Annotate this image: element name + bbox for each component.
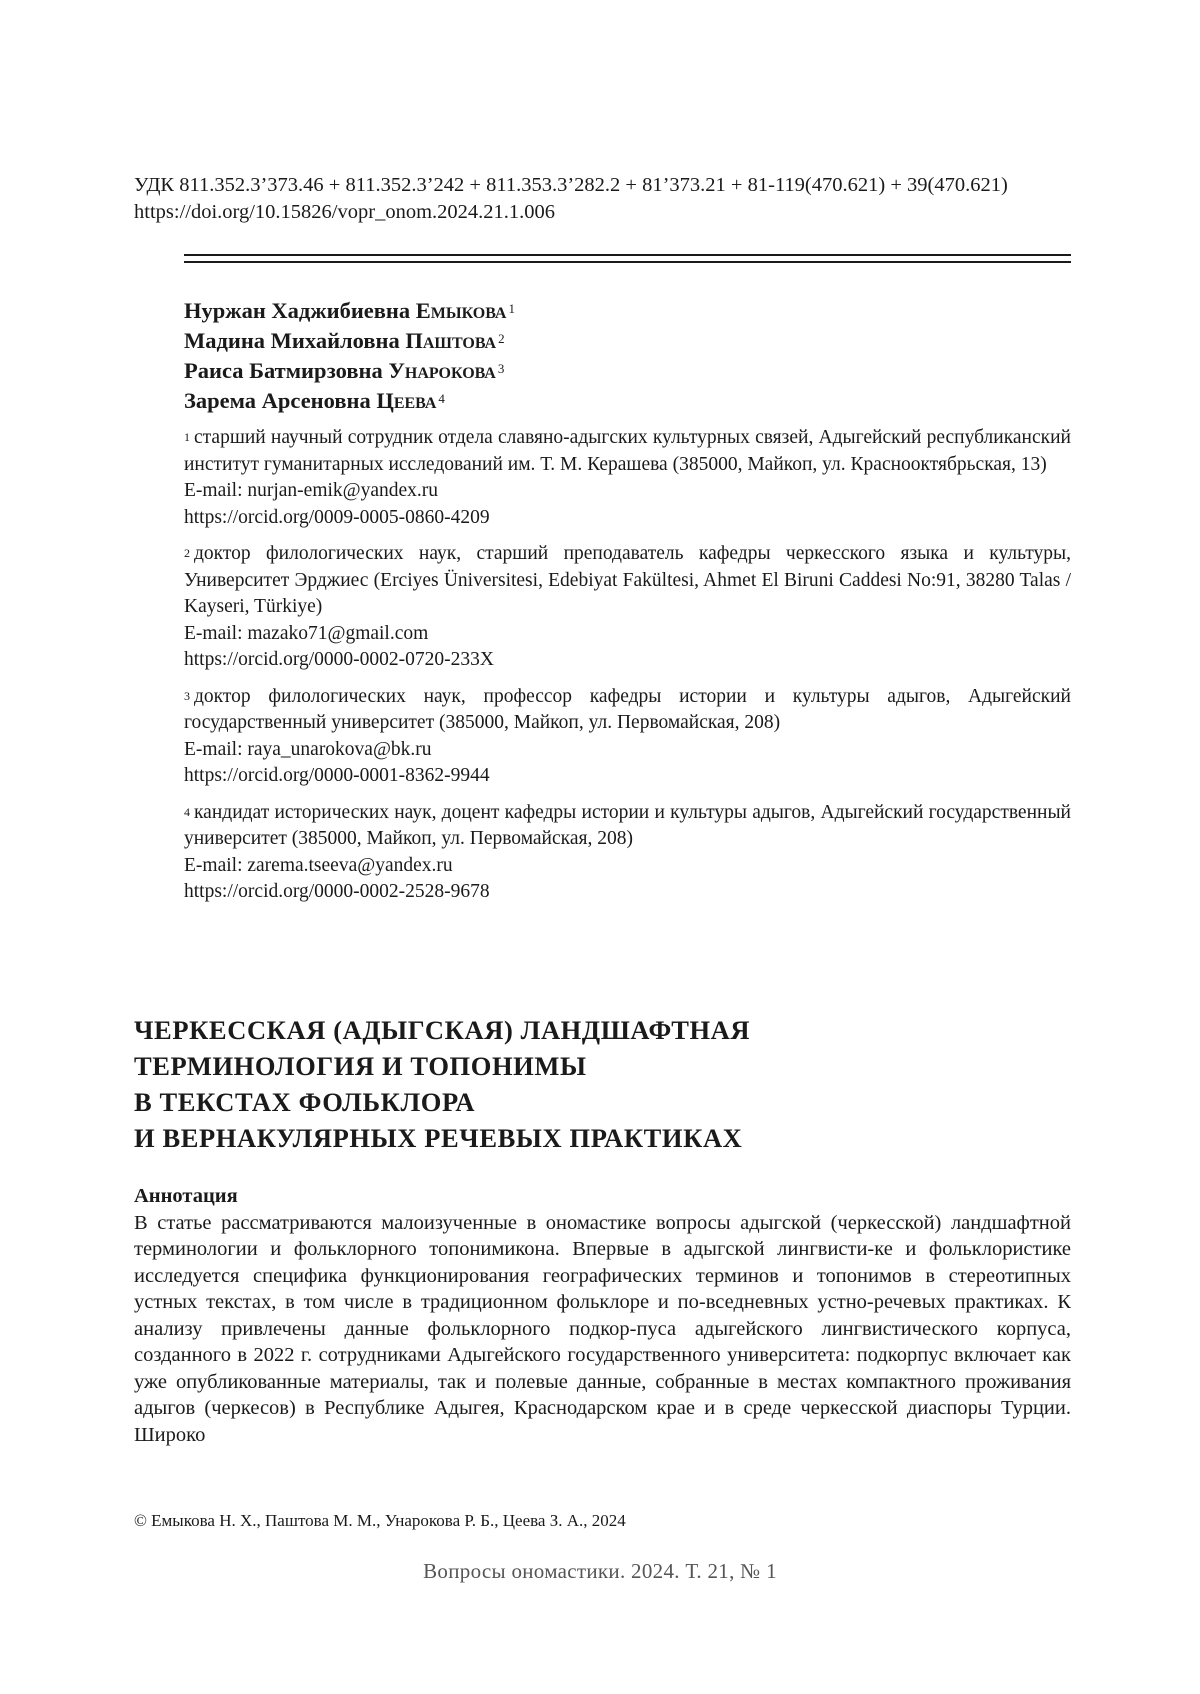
author-given-names: Зарема Арсеновна bbox=[184, 388, 371, 413]
author-surname: Паштова bbox=[405, 328, 496, 353]
author-surname: Емыкова bbox=[416, 298, 507, 323]
author-email[interactable]: E-mail: zarema.tseeva@yandex.ru bbox=[184, 853, 1071, 880]
author-given-names: Раиса Батмирзовна bbox=[184, 358, 383, 383]
affiliation-mark: 2 bbox=[498, 331, 505, 346]
author-surname: Унарокова bbox=[388, 358, 496, 383]
double-divider bbox=[184, 254, 1071, 263]
author-name bbox=[184, 326, 1064, 356]
author-email[interactable]: E-mail: nurjan-emik@yandex.ru bbox=[184, 478, 1071, 505]
affiliation-mark: 3 bbox=[498, 361, 505, 376]
affiliation-block bbox=[184, 425, 1071, 531]
orcid-link[interactable]: https://orcid.org/0000-0002-2528-9678 bbox=[184, 879, 1071, 906]
affiliation-mark: 1 bbox=[184, 430, 190, 444]
affiliation-block bbox=[184, 684, 1071, 790]
abstract-heading: Аннотация bbox=[134, 1183, 1071, 1210]
author-name bbox=[184, 296, 1064, 326]
title-line: В ТЕКСТАХ ФОЛЬКЛОРА bbox=[134, 1084, 1034, 1120]
affiliation-description: старший научный сотрудник отдела славяно-адыгских культурных связей, Адыгейский республиканский институт гуманитарных исследований им. Т. М. Керашева (385000, Майкоп, ул. Краснооктябрьская, 13) bbox=[184, 427, 1071, 475]
title-line: И ВЕРНАКУЛЯРНЫХ РЕЧЕВЫХ ПРАКТИКАХ bbox=[134, 1120, 1034, 1156]
orcid-link[interactable]: https://orcid.org/0000-0001-8362-9944 bbox=[184, 763, 1071, 790]
copyright-notice: © Емыкова Н. Х., Паштова М. М., Унарокова Р. Б., Цеева З. А., 2024 bbox=[134, 1510, 1034, 1532]
affiliation-text bbox=[184, 541, 1071, 621]
abstract-section bbox=[134, 1183, 1071, 1448]
divider-line bbox=[184, 261, 1071, 263]
doi-link[interactable]: https://doi.org/10.15826/vopr_onom.2024.21.1.006 bbox=[134, 199, 1074, 226]
divider-line bbox=[184, 254, 1071, 256]
affiliation-description: доктор филологических наук, профессор кафедры истории и культуры адыгов, Адыгейский государственный университет (385000, Майкоп, ул. Первомайская, 208) bbox=[184, 686, 1071, 734]
affiliation-block bbox=[184, 541, 1071, 674]
title-line: ЧЕРКЕССКАЯ (АДЫГСКАЯ) ЛАНДШАФТНАЯ bbox=[134, 1012, 1034, 1048]
journal-footer: Вопросы ономастики. 2024. Т. 21, № 1 bbox=[0, 1557, 1200, 1585]
title-line: ТЕРМИНОЛОГИЯ И ТОПОНИМЫ bbox=[134, 1048, 1034, 1084]
affiliation-mark: 4 bbox=[184, 805, 190, 819]
article-title bbox=[134, 1012, 1034, 1156]
affiliation-description: доктор филологических наук, старший преподаватель кафедры черкесского языка и культуры, Университет Эрджиес (Erciyes Üniversitesi, Edebiyat Fakültesi, Ahmet El Biruni Caddesi No:91, 38280 Talas / Kayseri, Türkiye) bbox=[184, 543, 1071, 617]
affiliation-text bbox=[184, 800, 1071, 853]
author-surname: Цеева bbox=[376, 388, 436, 413]
affiliation-text bbox=[184, 425, 1071, 478]
author-name bbox=[184, 386, 1064, 416]
udk-code: УДК 811.352.3’373.46 + 811.352.3’242 + 811.353.3’282.2 + 81’373.21 + 81-119(470.621) + 39(470.621) bbox=[134, 172, 1074, 199]
orcid-link[interactable]: https://orcid.org/0000-0002-0720-233X bbox=[184, 647, 1071, 674]
orcid-link[interactable]: https://orcid.org/0009-0005-0860-4209 bbox=[184, 505, 1071, 532]
article-page bbox=[0, 0, 1200, 1694]
author-given-names: Мадина Михайловна bbox=[184, 328, 400, 353]
author-name bbox=[184, 356, 1064, 386]
affiliation-block bbox=[184, 800, 1071, 906]
affiliation-mark: 3 bbox=[184, 689, 190, 703]
author-list bbox=[184, 296, 1064, 416]
affiliation-mark: 4 bbox=[438, 391, 445, 406]
author-email[interactable]: E-mail: mazako71@gmail.com bbox=[184, 621, 1071, 648]
affiliation-text bbox=[184, 684, 1071, 737]
affiliation-list bbox=[184, 425, 1071, 916]
affiliation-description: кандидат исторических наук, доцент кафедры истории и культуры адыгов, Адыгейский государственный университет (385000, Майкоп, ул. Первомайская, 208) bbox=[184, 802, 1071, 850]
abstract-text: В статье рассматриваются малоизученные в ономастике вопросы адыгской (черкесской) ландшафтной терминологии и фольклорного топонимикона. Впервые в адыгской лингвисти-ке и фольклористике исследуется специфика функционирования географических терминов и топонимов в стереотипных устных текстах, в том числе в традиционном фольклоре и по-вседневных устно-речевых практиках. К анализу привлечены данные фольклорного подкор-пуса адыгейского лингвистического корпуса, созданного в 2022 г. сотрудниками Адыгейского государственного университета: подкорпус включает как уже опубликованные материалы, так и полевые данные, собранные в местах компактного проживания адыгов (черкесов) в Республике Адыгея, Краснодарском крае и в среде черкесской диаспоры Турции. Широко bbox=[134, 1210, 1071, 1449]
author-given-names: Нуржан Хаджибиевна bbox=[184, 298, 410, 323]
affiliation-mark: 2 bbox=[184, 546, 190, 560]
article-header bbox=[134, 172, 1074, 226]
affiliation-mark: 1 bbox=[508, 301, 515, 316]
author-email[interactable]: E-mail: raya_unarokova@bk.ru bbox=[184, 737, 1071, 764]
